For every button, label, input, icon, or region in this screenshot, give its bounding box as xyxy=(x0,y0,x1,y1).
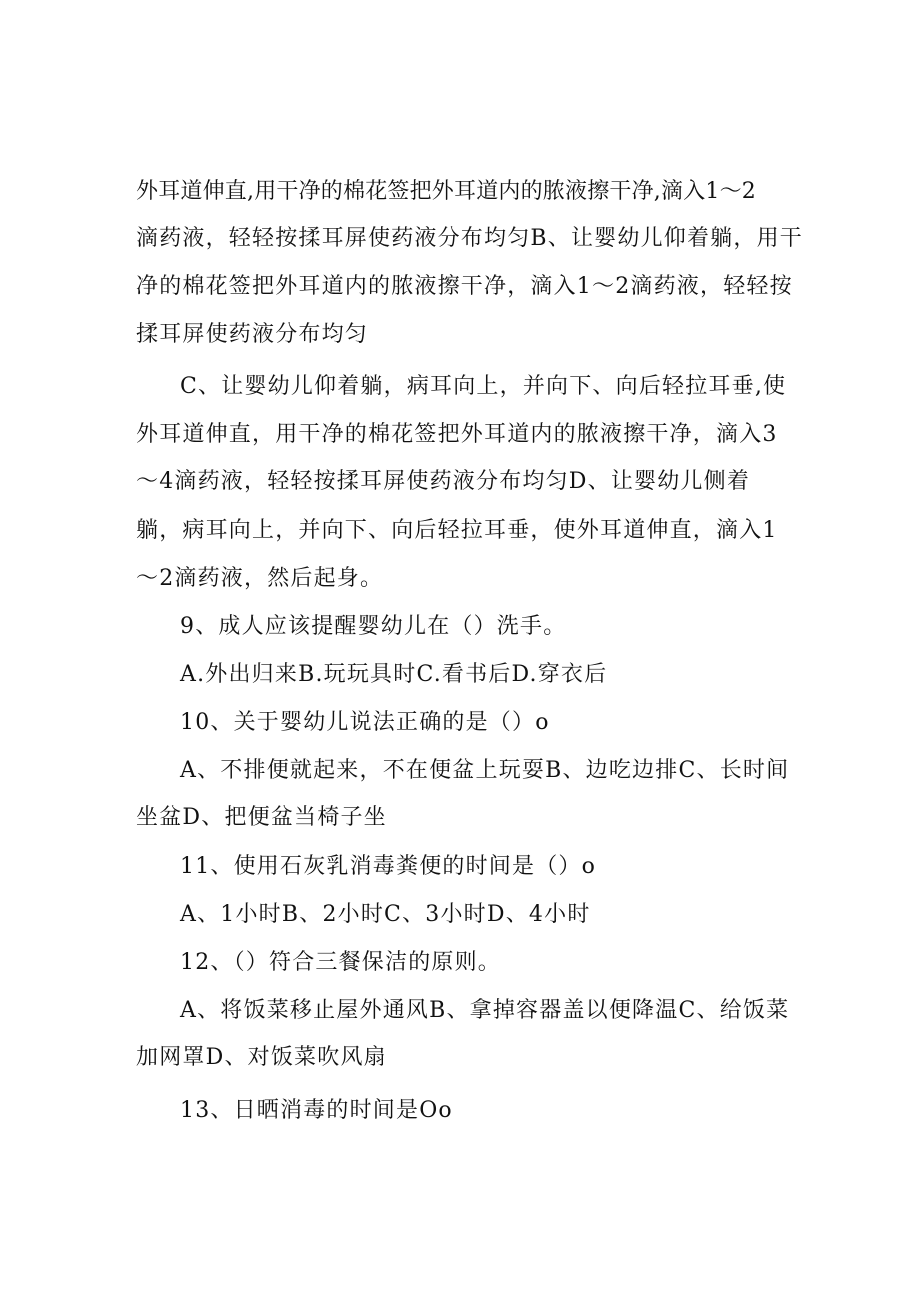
text-line: 净的棉花签把外耳道内的脓液擦干净，滴入1～2滴药液，轻轻按 xyxy=(136,274,793,299)
question-10: 10、关于婴幼儿说法正确的是（）o xyxy=(180,710,550,735)
question-12-options: A、将饭菜移止屋外通风B、拿掉容器盖以便降温C、给饭菜 xyxy=(180,998,790,1023)
text-line: 躺，病耳向上，并向下、向后轻拉耳垂，使外耳道伸直，滴入1 xyxy=(136,518,778,543)
text-line: ～4滴药液，轻轻按揉耳屏使药液分布均匀D、让婴幼儿侧着 xyxy=(136,469,751,494)
question-10-options-continued: 坐盆D、把便盆当椅子坐 xyxy=(136,805,387,830)
text-line: 揉耳屏使药液分布均匀 xyxy=(136,322,369,347)
question-12: 12、（）符合三餐保洁的原则。 xyxy=(180,950,501,975)
question-9-options: A.外出归来B.玩玩具时C.看书后D.穿衣后 xyxy=(180,662,608,687)
question-11: 11、使用石灰乳消毒粪便的时间是（）o xyxy=(180,854,597,879)
text-line: 滴药液，轻轻按揉耳屏使药液分布均匀B、让婴幼儿仰着躺，用干 xyxy=(136,226,803,251)
text-line: 外耳道伸直，用干净的棉花签把外耳道内的脓液擦干净，滴入3 xyxy=(136,422,778,447)
question-12-options-continued: 加网罩D、对饭菜吹风扇 xyxy=(136,1045,387,1070)
question-13: 13、日晒消毒的时间是Oo xyxy=(180,1098,453,1123)
text-line: 外耳道伸直,用干净的棉花签把外耳道内的脓液擦干净,滴入1～2 xyxy=(136,179,756,204)
question-10-options: A、不排便就起来，不在便盆上玩耍B、边吃边排C、长时间 xyxy=(180,758,790,783)
text-line: C、让婴幼儿仰着躺，病耳向上，并向下、向后轻拉耳垂,使 xyxy=(180,374,787,399)
question-11-options: A、1小时B、2小时C、3小时D、4小时 xyxy=(180,902,591,927)
text-line: ～2滴药液，然后起身。 xyxy=(136,566,384,591)
question-9: 9、成人应该提醒婴幼儿在（）洗手。 xyxy=(180,614,567,639)
